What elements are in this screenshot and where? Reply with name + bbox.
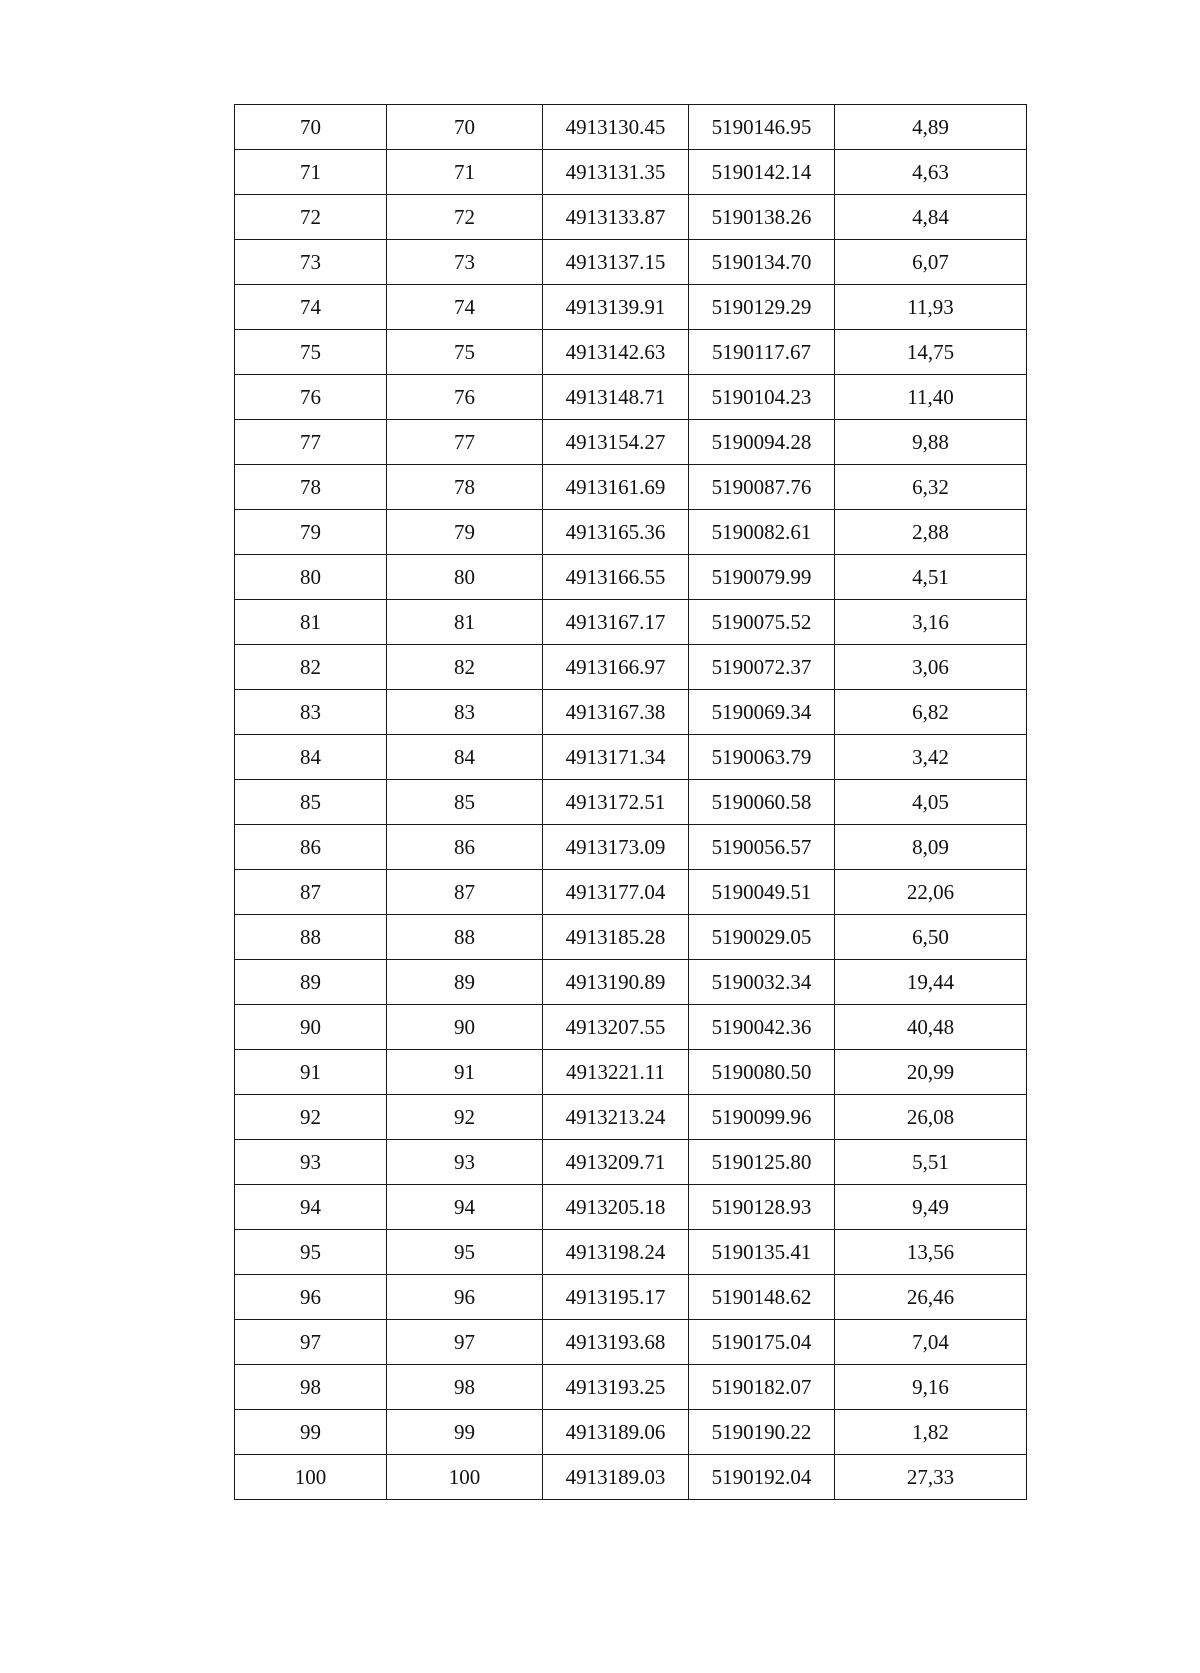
point-label-cell: 75 [387, 330, 543, 375]
y-coordinate-cell: 5190082.61 [689, 510, 835, 555]
y-coordinate-cell: 5190135.41 [689, 1230, 835, 1275]
distance-cell: 4,63 [835, 150, 1027, 195]
distance-cell: 3,06 [835, 645, 1027, 690]
x-coordinate-cell: 4913142.63 [543, 330, 689, 375]
x-coordinate-cell: 4913195.17 [543, 1275, 689, 1320]
point-label-cell: 81 [387, 600, 543, 645]
table-row [235, 465, 1027, 510]
table-row [235, 285, 1027, 330]
table-row [235, 1005, 1027, 1050]
point-label-cell: 73 [387, 240, 543, 285]
point-number-cell: 76 [235, 375, 387, 420]
y-coordinate-cell: 5190099.96 [689, 1095, 835, 1140]
point-number-cell: 92 [235, 1095, 387, 1140]
x-coordinate-cell: 4913167.17 [543, 600, 689, 645]
point-label-cell: 89 [387, 960, 543, 1005]
point-number-cell: 91 [235, 1050, 387, 1095]
distance-cell: 19,44 [835, 960, 1027, 1005]
y-coordinate-cell: 5190087.76 [689, 465, 835, 510]
point-number-cell: 71 [235, 150, 387, 195]
distance-cell: 14,75 [835, 330, 1027, 375]
point-label-cell: 98 [387, 1365, 543, 1410]
point-label-cell: 72 [387, 195, 543, 240]
point-number-cell: 84 [235, 735, 387, 780]
point-label-cell: 94 [387, 1185, 543, 1230]
x-coordinate-cell: 4913205.18 [543, 1185, 689, 1230]
table-row [235, 1185, 1027, 1230]
distance-cell: 9,16 [835, 1365, 1027, 1410]
x-coordinate-cell: 4913177.04 [543, 870, 689, 915]
distance-cell: 4,89 [835, 105, 1027, 150]
table-row [235, 330, 1027, 375]
table-row [235, 1275, 1027, 1320]
y-coordinate-cell: 5190182.07 [689, 1365, 835, 1410]
distance-cell: 8,09 [835, 825, 1027, 870]
point-label-cell: 99 [387, 1410, 543, 1455]
point-number-cell: 97 [235, 1320, 387, 1365]
point-number-cell: 95 [235, 1230, 387, 1275]
point-label-cell: 93 [387, 1140, 543, 1185]
point-number-cell: 77 [235, 420, 387, 465]
x-coordinate-cell: 4913166.55 [543, 555, 689, 600]
x-coordinate-cell: 4913190.89 [543, 960, 689, 1005]
table-row [235, 555, 1027, 600]
y-coordinate-cell: 5190042.36 [689, 1005, 835, 1050]
point-label-cell: 80 [387, 555, 543, 600]
table-row [235, 1365, 1027, 1410]
y-coordinate-cell: 5190190.22 [689, 1410, 835, 1455]
y-coordinate-cell: 5190125.80 [689, 1140, 835, 1185]
point-label-cell: 92 [387, 1095, 543, 1140]
x-coordinate-cell: 4913207.55 [543, 1005, 689, 1050]
distance-cell: 4,84 [835, 195, 1027, 240]
distance-cell: 13,56 [835, 1230, 1027, 1275]
y-coordinate-cell: 5190063.79 [689, 735, 835, 780]
distance-cell: 6,50 [835, 915, 1027, 960]
y-coordinate-cell: 5190072.37 [689, 645, 835, 690]
point-number-cell: 86 [235, 825, 387, 870]
distance-cell: 22,06 [835, 870, 1027, 915]
x-coordinate-cell: 4913161.69 [543, 465, 689, 510]
point-number-cell: 94 [235, 1185, 387, 1230]
point-number-cell: 83 [235, 690, 387, 735]
y-coordinate-cell: 5190029.05 [689, 915, 835, 960]
y-coordinate-cell: 5190032.34 [689, 960, 835, 1005]
y-coordinate-cell: 5190056.57 [689, 825, 835, 870]
table-row [235, 960, 1027, 1005]
point-number-cell: 100 [235, 1455, 387, 1500]
table-row [235, 1095, 1027, 1140]
table-row [235, 420, 1027, 465]
table-row [235, 600, 1027, 645]
distance-cell: 5,51 [835, 1140, 1027, 1185]
point-label-cell: 84 [387, 735, 543, 780]
distance-cell: 26,08 [835, 1095, 1027, 1140]
distance-cell: 9,88 [835, 420, 1027, 465]
distance-cell: 1,82 [835, 1410, 1027, 1455]
distance-cell: 20,99 [835, 1050, 1027, 1095]
distance-cell: 3,16 [835, 600, 1027, 645]
y-coordinate-cell: 5190075.52 [689, 600, 835, 645]
point-label-cell: 95 [387, 1230, 543, 1275]
point-number-cell: 74 [235, 285, 387, 330]
table-row [235, 1140, 1027, 1185]
point-label-cell: 87 [387, 870, 543, 915]
distance-cell: 4,51 [835, 555, 1027, 600]
point-label-cell: 100 [387, 1455, 543, 1500]
table-row [235, 780, 1027, 825]
y-coordinate-cell: 5190060.58 [689, 780, 835, 825]
point-number-cell: 88 [235, 915, 387, 960]
distance-cell: 26,46 [835, 1275, 1027, 1320]
y-coordinate-cell: 5190069.34 [689, 690, 835, 735]
table-row [235, 1455, 1027, 1500]
point-label-cell: 70 [387, 105, 543, 150]
y-coordinate-cell: 5190134.70 [689, 240, 835, 285]
y-coordinate-cell: 5190094.28 [689, 420, 835, 465]
x-coordinate-cell: 4913171.34 [543, 735, 689, 780]
point-number-cell: 87 [235, 870, 387, 915]
x-coordinate-cell: 4913185.28 [543, 915, 689, 960]
table-row [235, 735, 1027, 780]
table-row [235, 375, 1027, 420]
distance-cell: 7,04 [835, 1320, 1027, 1365]
x-coordinate-cell: 4913209.71 [543, 1140, 689, 1185]
point-label-cell: 91 [387, 1050, 543, 1095]
x-coordinate-cell: 4913167.38 [543, 690, 689, 735]
point-number-cell: 82 [235, 645, 387, 690]
x-coordinate-cell: 4913198.24 [543, 1230, 689, 1275]
table-row [235, 1410, 1027, 1455]
point-label-cell: 88 [387, 915, 543, 960]
point-number-cell: 81 [235, 600, 387, 645]
y-coordinate-cell: 5190104.23 [689, 375, 835, 420]
table-row [235, 510, 1027, 555]
y-coordinate-cell: 5190129.29 [689, 285, 835, 330]
point-label-cell: 74 [387, 285, 543, 330]
distance-cell: 27,33 [835, 1455, 1027, 1500]
point-number-cell: 85 [235, 780, 387, 825]
point-label-cell: 79 [387, 510, 543, 555]
coordinates-table [234, 104, 1027, 1500]
y-coordinate-cell: 5190128.93 [689, 1185, 835, 1230]
x-coordinate-cell: 4913130.45 [543, 105, 689, 150]
coordinates-table-body [235, 105, 1027, 1500]
y-coordinate-cell: 5190146.95 [689, 105, 835, 150]
table-row [235, 105, 1027, 150]
point-number-cell: 93 [235, 1140, 387, 1185]
table-row [235, 645, 1027, 690]
y-coordinate-cell: 5190175.04 [689, 1320, 835, 1365]
x-coordinate-cell: 4913148.71 [543, 375, 689, 420]
point-label-cell: 77 [387, 420, 543, 465]
x-coordinate-cell: 4913221.11 [543, 1050, 689, 1095]
x-coordinate-cell: 4913189.03 [543, 1455, 689, 1500]
point-label-cell: 76 [387, 375, 543, 420]
y-coordinate-cell: 5190142.14 [689, 150, 835, 195]
x-coordinate-cell: 4913165.36 [543, 510, 689, 555]
x-coordinate-cell: 4913139.91 [543, 285, 689, 330]
distance-cell: 40,48 [835, 1005, 1027, 1050]
point-label-cell: 82 [387, 645, 543, 690]
y-coordinate-cell: 5190049.51 [689, 870, 835, 915]
x-coordinate-cell: 4913154.27 [543, 420, 689, 465]
distance-cell: 11,93 [835, 285, 1027, 330]
y-coordinate-cell: 5190117.67 [689, 330, 835, 375]
point-label-cell: 86 [387, 825, 543, 870]
point-number-cell: 99 [235, 1410, 387, 1455]
point-number-cell: 70 [235, 105, 387, 150]
point-number-cell: 78 [235, 465, 387, 510]
table-row [235, 825, 1027, 870]
point-label-cell: 90 [387, 1005, 543, 1050]
x-coordinate-cell: 4913213.24 [543, 1095, 689, 1140]
distance-cell: 11,40 [835, 375, 1027, 420]
x-coordinate-cell: 4913172.51 [543, 780, 689, 825]
x-coordinate-cell: 4913193.25 [543, 1365, 689, 1410]
point-label-cell: 71 [387, 150, 543, 195]
point-number-cell: 90 [235, 1005, 387, 1050]
point-label-cell: 78 [387, 465, 543, 510]
point-number-cell: 89 [235, 960, 387, 1005]
point-number-cell: 98 [235, 1365, 387, 1410]
y-coordinate-cell: 5190148.62 [689, 1275, 835, 1320]
y-coordinate-cell: 5190080.50 [689, 1050, 835, 1095]
point-label-cell: 83 [387, 690, 543, 735]
distance-cell: 3,42 [835, 735, 1027, 780]
distance-cell: 2,88 [835, 510, 1027, 555]
x-coordinate-cell: 4913189.06 [543, 1410, 689, 1455]
distance-cell: 6,32 [835, 465, 1027, 510]
point-number-cell: 75 [235, 330, 387, 375]
point-number-cell: 79 [235, 510, 387, 555]
x-coordinate-cell: 4913137.15 [543, 240, 689, 285]
x-coordinate-cell: 4913173.09 [543, 825, 689, 870]
table-row [235, 690, 1027, 735]
point-number-cell: 96 [235, 1275, 387, 1320]
y-coordinate-cell: 5190192.04 [689, 1455, 835, 1500]
point-label-cell: 96 [387, 1275, 543, 1320]
y-coordinate-cell: 5190079.99 [689, 555, 835, 600]
table-row [235, 195, 1027, 240]
table-row [235, 150, 1027, 195]
x-coordinate-cell: 4913131.35 [543, 150, 689, 195]
distance-cell: 6,82 [835, 690, 1027, 735]
x-coordinate-cell: 4913193.68 [543, 1320, 689, 1365]
point-number-cell: 80 [235, 555, 387, 600]
table-row [235, 1320, 1027, 1365]
y-coordinate-cell: 5190138.26 [689, 195, 835, 240]
x-coordinate-cell: 4913133.87 [543, 195, 689, 240]
point-number-cell: 73 [235, 240, 387, 285]
table-row [235, 870, 1027, 915]
table-row [235, 1230, 1027, 1275]
table-row [235, 1050, 1027, 1095]
distance-cell: 9,49 [835, 1185, 1027, 1230]
point-number-cell: 72 [235, 195, 387, 240]
x-coordinate-cell: 4913166.97 [543, 645, 689, 690]
point-label-cell: 85 [387, 780, 543, 825]
distance-cell: 4,05 [835, 780, 1027, 825]
distance-cell: 6,07 [835, 240, 1027, 285]
table-row [235, 915, 1027, 960]
point-label-cell: 97 [387, 1320, 543, 1365]
table-row [235, 240, 1027, 285]
